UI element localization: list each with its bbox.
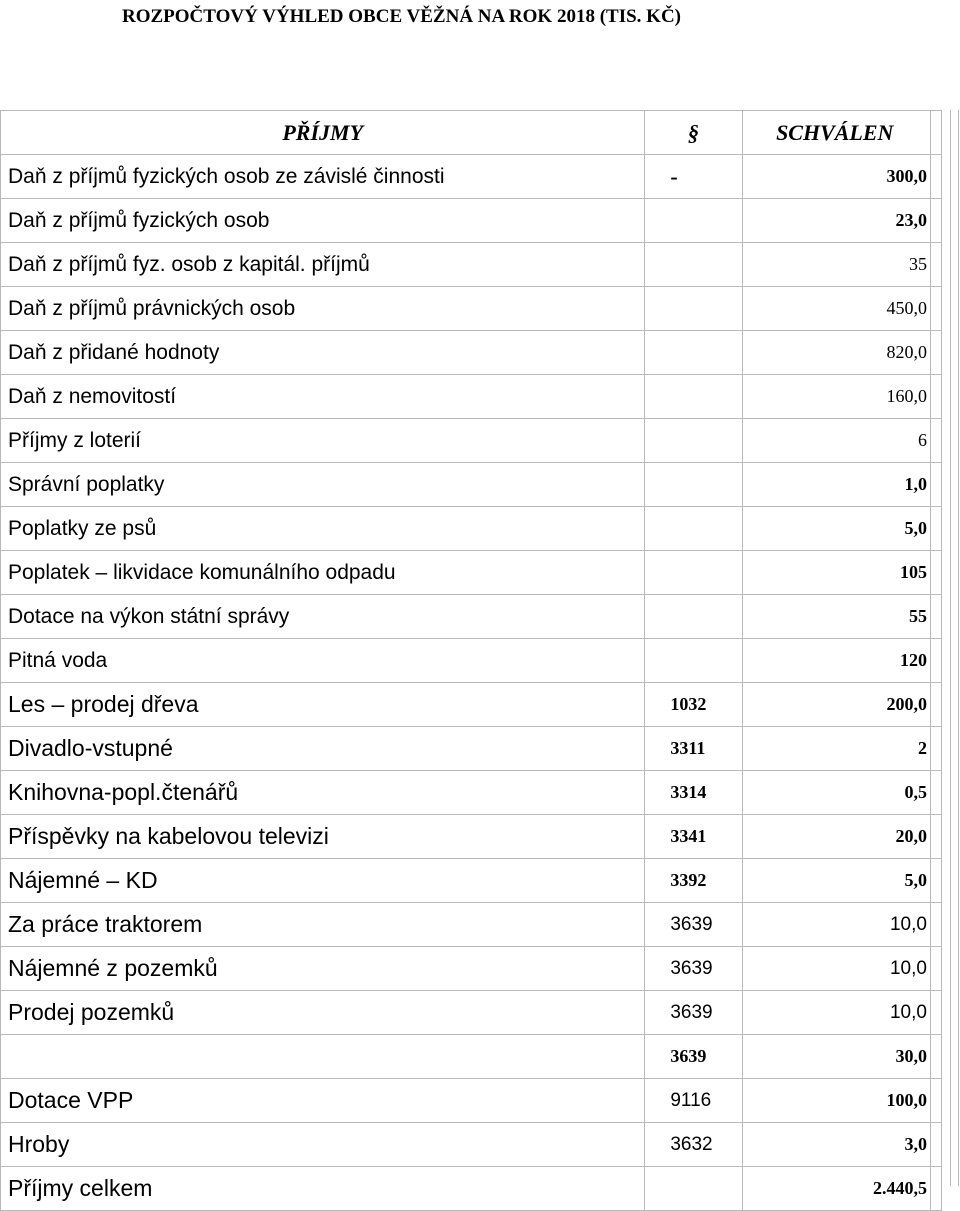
row-label: Dotace na výkon státní správy xyxy=(1,595,645,639)
row-value: 2.440,5 xyxy=(742,1167,930,1211)
extra-column xyxy=(930,243,941,287)
table-row xyxy=(1,155,942,199)
table-row xyxy=(1,771,942,815)
table-row xyxy=(1,287,942,331)
table-row xyxy=(1,243,942,287)
row-paragraph: 3632 xyxy=(645,1123,742,1167)
row-value: 120 xyxy=(742,639,930,683)
row-label: Daň z nemovitostí xyxy=(1,375,645,419)
row-label: Nájemné z pozemků xyxy=(1,947,645,991)
row-value: 20,0 xyxy=(742,815,930,859)
table-row xyxy=(1,1079,942,1123)
extra-column xyxy=(930,903,941,947)
row-paragraph: 3639 xyxy=(645,947,742,991)
row-value: 35 xyxy=(742,243,930,287)
row-label: Poplatky ze psů xyxy=(1,507,645,551)
row-value: 100,0 xyxy=(742,1079,930,1123)
row-value: 30,0 xyxy=(742,1035,930,1079)
row-paragraph xyxy=(645,243,742,287)
table-header-row xyxy=(1,111,942,155)
header-paragraph: § xyxy=(645,111,742,155)
table-row xyxy=(1,1123,942,1167)
extra-column xyxy=(930,991,941,1035)
extra-column xyxy=(930,727,941,771)
document-title: ROZPOČTOVÝ VÝHLED OBCE VĚŽNÁ NA ROK 2018 (TIS. KČ) xyxy=(122,6,681,27)
extra-column xyxy=(930,375,941,419)
row-paragraph xyxy=(645,551,742,595)
table-row xyxy=(1,1035,942,1079)
extra-column xyxy=(930,1123,941,1167)
row-paragraph xyxy=(645,199,742,243)
row-label: Příspěvky na kabelovou televizi xyxy=(1,815,645,859)
row-paragraph: 3341 xyxy=(645,815,742,859)
row-value: 10,0 xyxy=(742,903,930,947)
row-label xyxy=(1,1035,645,1079)
row-label: Knihovna-popl.čtenářů xyxy=(1,771,645,815)
row-paragraph: 3639 xyxy=(645,991,742,1035)
extra-column xyxy=(930,331,941,375)
table-row xyxy=(1,331,942,375)
table-row xyxy=(1,1167,942,1211)
row-value: 1,0 xyxy=(742,463,930,507)
row-value: 105 xyxy=(742,551,930,595)
row-label: Daň z příjmů fyz. osob z kapitál. příjmů xyxy=(1,243,645,287)
extra-column xyxy=(930,771,941,815)
table-row xyxy=(1,947,942,991)
extra-column xyxy=(930,1035,941,1079)
row-label: Dotace VPP xyxy=(1,1079,645,1123)
extra-column xyxy=(930,111,941,155)
table-row xyxy=(1,639,942,683)
row-paragraph xyxy=(645,507,742,551)
row-paragraph: 3392 xyxy=(645,859,742,903)
row-value: 5,0 xyxy=(742,507,930,551)
budget-table xyxy=(0,110,942,1211)
row-value: 300,0 xyxy=(742,155,930,199)
row-value: 10,0 xyxy=(742,947,930,991)
row-label: Les – prodej dřeva xyxy=(1,683,645,727)
row-label: Pitná voda xyxy=(1,639,645,683)
row-label: Správní poplatky xyxy=(1,463,645,507)
table-row xyxy=(1,463,942,507)
row-paragraph xyxy=(645,1167,742,1211)
table-row xyxy=(1,683,942,727)
extra-column xyxy=(930,1079,941,1123)
row-label: Daň z příjmů právnických osob xyxy=(1,287,645,331)
extra-column xyxy=(930,859,941,903)
row-value: 5,0 xyxy=(742,859,930,903)
row-label: Daň z příjmů fyzických osob xyxy=(1,199,645,243)
row-paragraph xyxy=(645,419,742,463)
row-label: Hroby xyxy=(1,1123,645,1167)
row-value: 0,5 xyxy=(742,771,930,815)
row-paragraph: 3311 xyxy=(645,727,742,771)
extra-column xyxy=(930,287,941,331)
row-value: 55 xyxy=(742,595,930,639)
row-paragraph: 3639 xyxy=(645,1035,742,1079)
row-paragraph: 3314 xyxy=(645,771,742,815)
row-label: Daň z přidané hodnoty xyxy=(1,331,645,375)
row-value: 160,0 xyxy=(742,375,930,419)
table-row xyxy=(1,727,942,771)
row-paragraph xyxy=(645,287,742,331)
row-paragraph xyxy=(645,639,742,683)
table-row xyxy=(1,507,942,551)
table-row xyxy=(1,859,942,903)
row-value: 3,0 xyxy=(742,1123,930,1167)
row-label: Nájemné – KD xyxy=(1,859,645,903)
table-row xyxy=(1,815,942,859)
row-label: Příjmy celkem xyxy=(1,1167,645,1211)
extra-column xyxy=(930,155,941,199)
extra-column xyxy=(930,815,941,859)
table-row xyxy=(1,551,942,595)
row-paragraph xyxy=(645,331,742,375)
row-value: 450,0 xyxy=(742,287,930,331)
grid-line xyxy=(958,110,959,1186)
table-row xyxy=(1,595,942,639)
row-value: 6 xyxy=(742,419,930,463)
row-paragraph xyxy=(645,463,742,507)
row-label: Za práce traktorem xyxy=(1,903,645,947)
grid-line xyxy=(950,110,951,1186)
row-paragraph xyxy=(645,595,742,639)
row-value: 820,0 xyxy=(742,331,930,375)
row-value: 200,0 xyxy=(742,683,930,727)
row-paragraph: 3639 xyxy=(645,903,742,947)
row-label: Příjmy z loterií xyxy=(1,419,645,463)
extra-column xyxy=(930,1167,941,1211)
extra-column xyxy=(930,199,941,243)
table-row xyxy=(1,199,942,243)
header-approved: SCHVÁLEN xyxy=(742,111,930,155)
row-paragraph: - xyxy=(645,155,742,199)
row-value: 2 xyxy=(742,727,930,771)
table-row xyxy=(1,419,942,463)
row-paragraph xyxy=(645,375,742,419)
extra-column xyxy=(930,595,941,639)
extra-column xyxy=(930,947,941,991)
row-label: Prodej pozemků xyxy=(1,991,645,1035)
extra-column xyxy=(930,551,941,595)
row-value: 23,0 xyxy=(742,199,930,243)
table-row xyxy=(1,991,942,1035)
extra-column xyxy=(930,419,941,463)
extra-column xyxy=(930,639,941,683)
row-label: Divadlo-vstupné xyxy=(1,727,645,771)
table-row xyxy=(1,903,942,947)
extra-column xyxy=(930,463,941,507)
row-paragraph: 1032 xyxy=(645,683,742,727)
table-row xyxy=(1,375,942,419)
extra-column xyxy=(930,507,941,551)
row-value: 10,0 xyxy=(742,991,930,1035)
row-paragraph: 9116 xyxy=(645,1079,742,1123)
header-revenues: PŘÍJMY xyxy=(1,111,645,155)
row-label: Poplatek – likvidace komunálního odpadu xyxy=(1,551,645,595)
row-label: Daň z příjmů fyzických osob ze závislé činnosti xyxy=(1,155,645,199)
extra-column xyxy=(930,683,941,727)
